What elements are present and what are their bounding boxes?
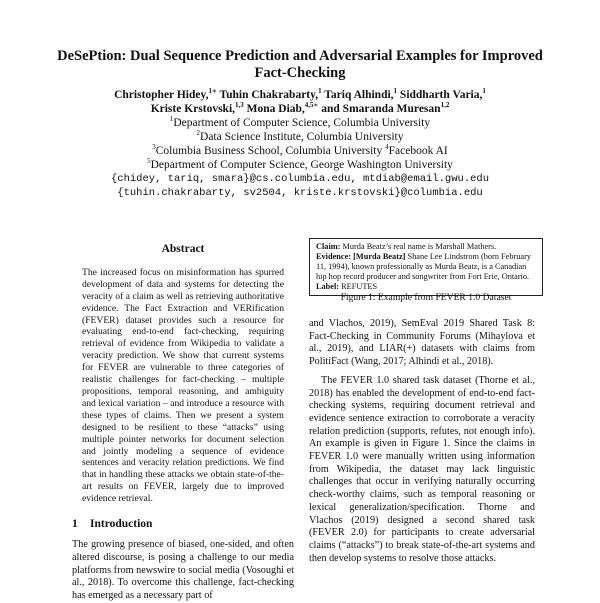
evidence-text: Shane Lee Lindstrom (born February 11, 1994), known professionally as Murda Beatz, is a Canadian hip hop record producer and songwriter from Fort Erie, Ontario. <box>316 252 531 281</box>
author-name: Kriste Krstovski, <box>150 103 236 115</box>
affiliation-mark: 2 <box>196 129 201 138</box>
author-affiliation-mark: 1 <box>482 87 486 96</box>
figure-claim <box>316 242 536 252</box>
affiliation-mark: 3 <box>152 143 156 152</box>
affiliation-mark: 1 <box>169 115 174 124</box>
affiliation-text: Department of Computer Science, George Washington University <box>150 159 453 171</box>
author-name: Tuhin Chakrabarty, <box>216 89 319 101</box>
author-affiliation-mark: 4,5∗ <box>304 101 319 110</box>
author-affiliation-mark: 1 <box>393 87 398 96</box>
author-affiliation-mark: 1,2 <box>440 101 450 110</box>
claim-text: Murda Beatz’s real name is Marshall Mathers. <box>340 242 497 251</box>
author-name: Tariq Alhindi, <box>321 89 394 101</box>
author-names <box>40 88 560 116</box>
right-column <box>309 318 535 571</box>
evidence-title: [Murda Beatz] <box>351 252 406 261</box>
paper-title: DeSePtion: Dual Sequence Prediction and Adversarial Examples for Improved Fact-Checking <box>57 48 543 81</box>
evidence-label: Evidence: <box>316 252 352 261</box>
label-label: Label: <box>316 282 340 291</box>
section-title: Introduction <box>90 518 153 531</box>
figure-example-box <box>309 238 543 296</box>
section-heading <box>72 519 294 531</box>
section-number: 1 <box>72 518 78 531</box>
claim-label: Claim: <box>316 242 341 251</box>
introduction-text: The growing presence of biased, one-sided, and often altered discourse, is posing a challenge to our media platforms from newswire to social media (Vosoughi et al., 2018). To overcome this challenge, fact-checking has emerged as a necessary part of <box>72 538 294 602</box>
author-affiliation-mark: 1,3 <box>235 101 244 110</box>
affiliation-line <box>40 130 560 144</box>
affiliation-text: Data Science Institute, Columbia University <box>200 131 404 143</box>
affiliation-line <box>40 116 560 130</box>
affiliation-line <box>40 144 560 158</box>
affiliation-mark: 4 <box>385 143 389 152</box>
affiliation-text: Facebook AI <box>388 145 448 157</box>
affiliation-mark: 5 <box>147 157 151 166</box>
paragraph: and Vlachos, 2019), SemEval 2019 Shared Task 8: Fact-Checking in Community Forums (Mihaylova et al., 2019), and LIAR(+) datasets with claims from PolitiFact (Wang, 2017; Alhindi et al., 2018). <box>309 318 535 368</box>
paragraph: The FEVER 1.0 shared task dataset (Thorne et al., 2018) has enabled the development of end-to-end fact-checking systems, requiring document retrieval and evidence sentence extraction to corroborate a veracity relation prediction (supports, refutes, not enough info). An example is given in Figure 1. Since the claims in FEVER 1.0 were manually written using information from Wikipedia, the dataset may lack linguistic challenges that occur in verifying naturally occurring check-worthy claims, such as temporal reasoning or lexical generalization/specification. Thorne and Vlachos (2019) designed a second shared task (FEVER 2.0) for participants to create adversarial claims (“attacks”) to break state-of-the-art systems and then develop systems to resolve those attacks. <box>309 374 535 564</box>
affiliation-text: Department of Computer Science, Columbia University <box>173 117 431 129</box>
left-column <box>72 244 294 603</box>
affiliation-text: Columbia Business School, Columbia University <box>155 145 386 157</box>
figure-caption: Figure 1: Example from FEVER 1.0 Dataset <box>340 292 512 303</box>
figure-evidence <box>316 252 536 282</box>
author-block <box>40 88 560 200</box>
email-line: {tuhin.chakrabarty, sv2504, kriste.krstovski}@columbia.edu <box>117 187 483 199</box>
email-line: {chidey, tariq, smara}@cs.columbia.edu, mtdiab@email.gwu.edu <box>110 173 490 185</box>
abstract-text: The increased focus on misinformation has spurred development of data and systems for detecting the veracity of a claim as well as retrieving authoritative evidence. The Fact Extraction and VERification (FEVER) dataset provides such a resource for evaluating end-to-end fact-checking, requiring retrieval of evidence from Wikipedia to validate a veracity prediction. We show that current systems for FEVER are vulnerable to three categories of realistic challenges for fact-checking – multiple propositions, temporal reasoning, and ambiguity and lexical variation – and introduce a resource with these types of claims. Then we present a system designed to be resilient to these “attacks” using multiple pointer networks for document selection and jointly modeling a sequence of evidence sentences and veracity relation predictions. We find that in handling these attacks we obtain state-of-the-art results on FEVER, largely due to improved evidence retrieval. <box>82 266 284 505</box>
affiliation-line <box>40 158 560 172</box>
author-name: Christopher Hidey, <box>114 89 209 101</box>
author-name: and Smaranda Muresan <box>318 103 441 115</box>
label-value: REFUTES <box>339 282 378 291</box>
author-name: Mona Diab, <box>243 103 305 115</box>
figure-label <box>316 282 536 292</box>
author-affiliation-mark: 1∗ <box>208 87 217 96</box>
abstract-heading: Abstract <box>161 243 205 255</box>
author-name: Siddharth Varia, <box>397 89 483 101</box>
author-affiliation-mark: 1 <box>318 87 322 96</box>
